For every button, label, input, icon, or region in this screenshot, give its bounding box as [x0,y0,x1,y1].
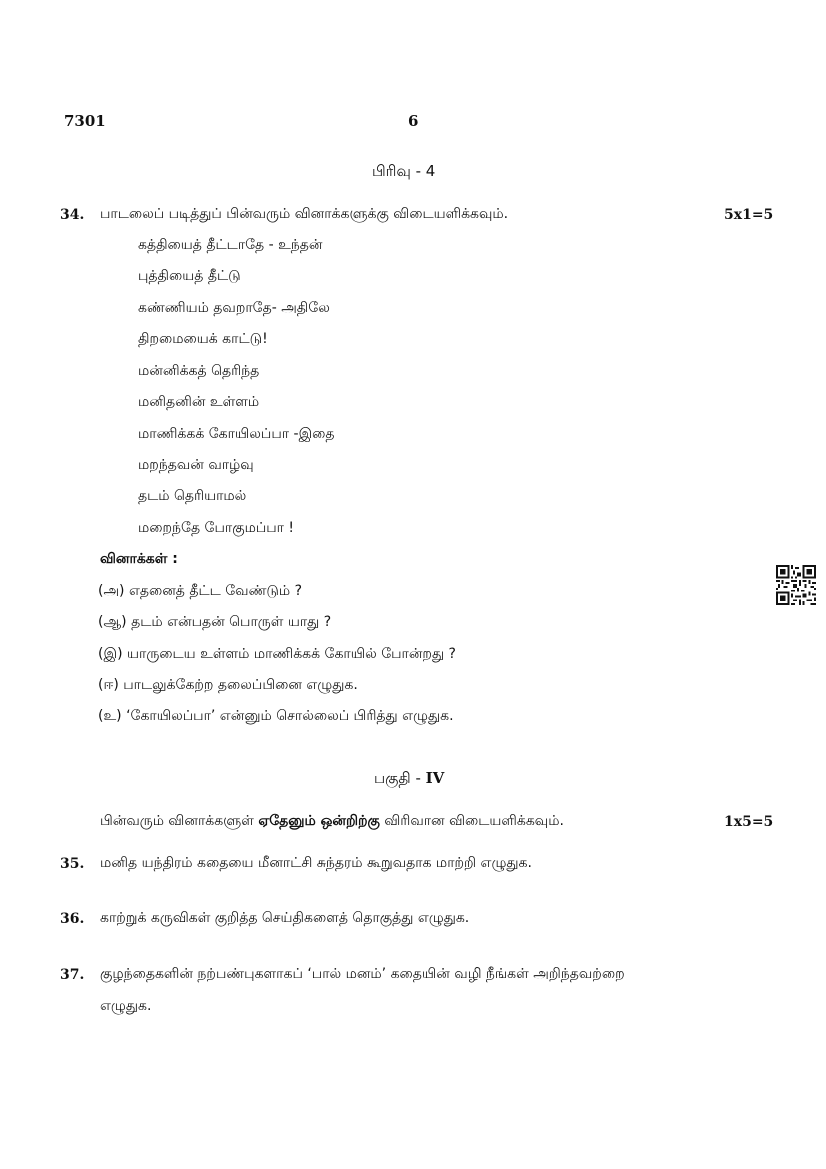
instruction-start: பின்வரும் வினாக்களுள் [100,813,259,829]
part-4-instruction [100,813,564,831]
subquestion [98,583,302,601]
question-number-37: 37. [60,967,85,983]
poem-line: மறைந்தே போகுமப்பா ! [138,520,295,536]
subquestion-label: (இ) [98,646,123,662]
questions-heading: வினாக்கள் : [100,551,178,567]
question-37-text-line-1: குழந்தைகளின் நற்பண்புகளாகப் ‘பால் மனம்’ கதையின் வழி நீங்கள் அறிந்தவற்றை [100,966,625,982]
poem-line: திறமையைக் காட்டு! [138,331,268,347]
subquestion-text: தடம் என்பதன் பொருள் யாது ? [131,614,332,630]
subquestion [98,677,358,695]
subquestion-label: (உ) [98,708,122,724]
subquestion-label: (ஈ) [98,677,119,693]
instruction-end: விரிவான விடையளிக்கவும். [379,813,564,829]
part-title [374,769,444,789]
subquestion-text: யாருடைய உள்ளம் மாணிக்கக் கோயில் போன்றது ? [127,646,456,662]
part-4-marks: 1x5=5 [724,814,774,830]
poem-line: கத்தியைத் தீட்டாதே - உந்தன் [138,237,323,253]
question-37-text-line-2: எழுதுக. [100,998,152,1014]
part-title-text: பகுதி - [374,769,426,787]
question-number-35: 35. [60,856,85,872]
subquestion-text: பாடலுக்கேற்ற தலைப்பினை எழுதுக. [123,677,358,693]
instruction-bold: ஏதேனும் ஒன்றிற்கு [258,813,380,829]
poem-line: தடம் தெரியாமல் [138,488,247,504]
question-35-text: மனித யந்திரம் கதையை மீனாட்சி சுந்தரம் கூறுவதாக மாற்றி எழுதுக. [100,855,532,871]
subquestion [98,646,456,664]
question-number-36: 36. [60,911,85,927]
question-34-marks: 5x1=5 [724,207,774,223]
part-title-roman: IV [425,769,445,787]
subquestion [98,708,454,726]
section-title-text: பிரிவு - 4 [372,162,436,180]
question-36-text: காற்றுக் கருவிகள் குறித்த செய்திகளைத் தொகுத்து எழுதுக. [100,910,470,926]
poem-line: கண்ணியம் தவறாதே- அதிலே [138,300,330,316]
subquestion [98,614,331,632]
page-number: 6 [408,112,419,130]
subquestion-text: எதனைத் தீட்ட வேண்டும் ? [128,583,303,599]
subquestion-text: ‘கோயிலப்பா’ என்னும் சொல்லைப் பிரித்து எழுதுக. [126,708,454,724]
poem-line: மாணிக்கக் கோயிலப்பா -இதை [138,426,335,442]
poem-line: மன்னிக்கத் தெரிந்த [138,363,260,379]
qr-code-icon [776,565,816,605]
poem-line: மறந்தவன் வாழ்வு [138,457,254,473]
question-34-instruction: பாடலைப் படித்துப் பின்வரும் வினாக்களுக்கு விடையளிக்கவும். [100,206,509,222]
poem-line: புத்தியைத் தீட்டு [138,268,241,284]
subquestion-label: (ஆ) [98,614,127,630]
section-title [372,162,435,182]
subquestion-label: (அ) [98,583,125,599]
paper-code: 7301 [64,112,106,130]
poem-line: மனிதனின் உள்ளம் [138,394,260,410]
question-number-34: 34. [60,207,85,223]
